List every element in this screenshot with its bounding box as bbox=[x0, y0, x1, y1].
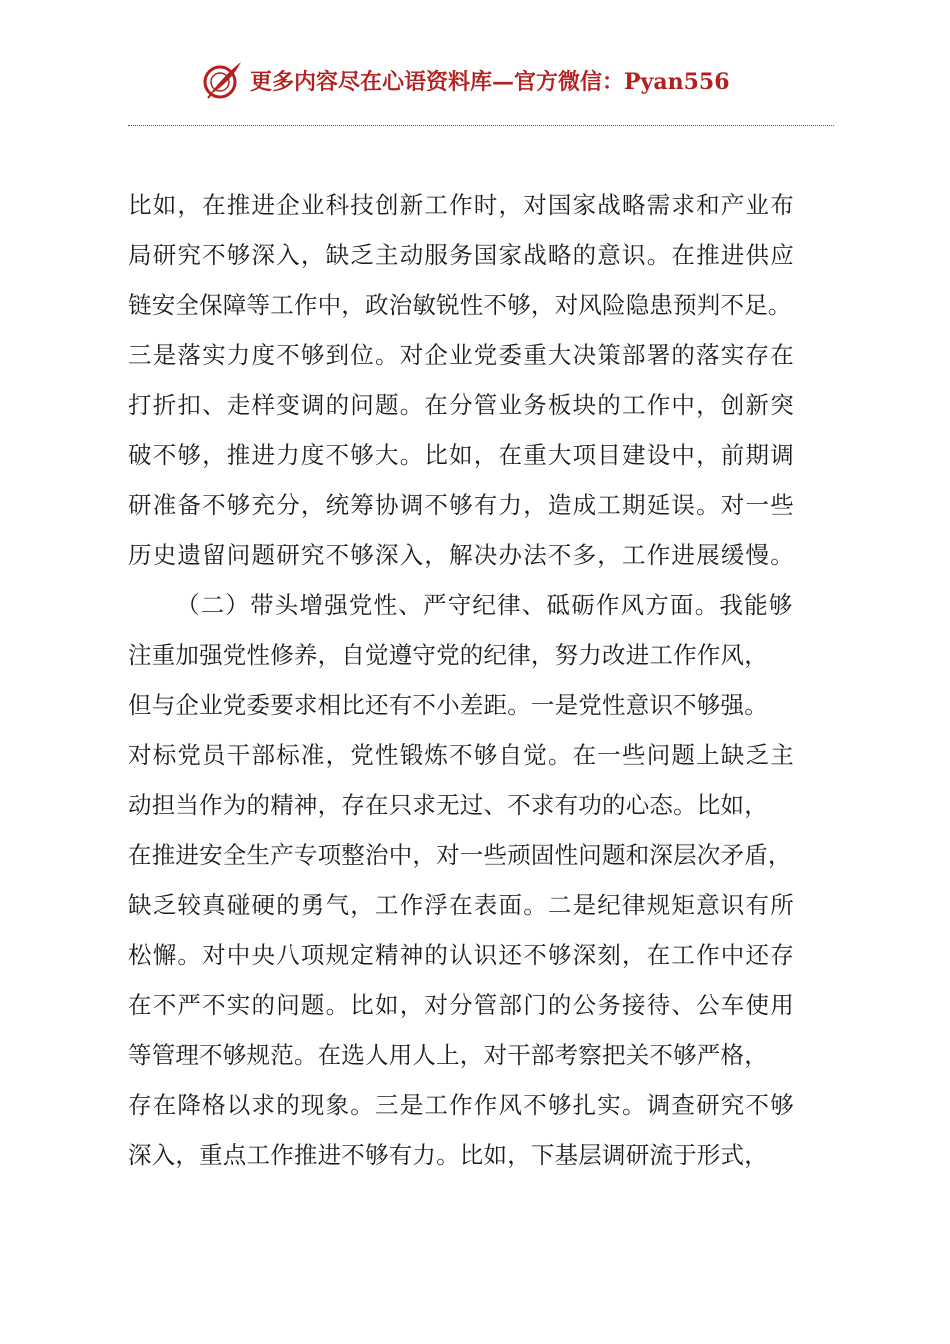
text-line: 存在降格以求的现象。三是工作作风不够扎实。调查研究不够 bbox=[128, 1091, 795, 1119]
watermark-header-text: 更多内容尽在心语资料库—官方微信：Pyan556 bbox=[250, 68, 730, 95]
text-line: 打折扣、走样变调的问题。在分管业务板块的工作中，创新突 bbox=[128, 391, 795, 419]
quill-seal-icon bbox=[200, 58, 244, 102]
text-line: 链安全保障等工作中，政治敏锐性不够，对风险隐患预判不足。 bbox=[128, 291, 792, 319]
text-line: 缺乏较真碰硬的勇气，工作浮在表面。二是纪律规矩意识有所 bbox=[128, 891, 795, 919]
text-line: 在不严不实的问题。比如，对分管部门的公务接待、公车使用 bbox=[128, 991, 795, 1019]
text-line: 注重加强党性修养，自觉遵守党的纪律，努力改进工作作风， bbox=[128, 641, 768, 669]
document-body bbox=[128, 183, 838, 1183]
text-line: 在推进安全生产专项整治中，对一些顽固性问题和深层次矛盾， bbox=[128, 841, 792, 869]
text-line: 比如，在推进企业科技创新工作时，对国家战略需求和产业布 bbox=[128, 191, 795, 219]
text-line: 动担当作为的精神，存在只求无过、不求有功的心态。比如， bbox=[128, 791, 768, 819]
paragraph-start-line: （二）带头增强党性、严守纪律、砥砺作风方面。我能够 bbox=[176, 591, 794, 619]
header-divider bbox=[128, 125, 834, 126]
text-line: 对标党员干部标准，党性锻炼不够自觉。在一些问题上缺乏主 bbox=[128, 741, 795, 769]
text-line: 三是落实力度不够到位。对企业党委重大决策部署的落实存在 bbox=[128, 341, 795, 369]
text-line: 局研究不够深入，缺乏主动服务国家战略的意识。在推进供应 bbox=[128, 241, 795, 269]
text-line: 历史遗留问题研究不够深入，解决办法不多，工作进展缓慢。 bbox=[128, 541, 795, 569]
text-line: 松懈。对中央八项规定精神的认识还不够深刻，在工作中还存 bbox=[128, 941, 795, 969]
page-header bbox=[200, 58, 760, 102]
text-line: 等管理不够规范。在选人用人上，对干部考察把关不够严格， bbox=[128, 1041, 768, 1069]
text-line: 但与企业党委要求相比还有不小差距。一是党性意识不够强。 bbox=[128, 691, 768, 719]
text-line: 破不够，推进力度不够大。比如，在重大项目建设中，前期调 bbox=[128, 441, 795, 469]
text-line: 研准备不够充分，统筹协调不够有力，造成工期延误。对一些 bbox=[128, 491, 795, 519]
text-line: 深入，重点工作推进不够有力。比如，下基层调研流于形式， bbox=[128, 1141, 768, 1169]
